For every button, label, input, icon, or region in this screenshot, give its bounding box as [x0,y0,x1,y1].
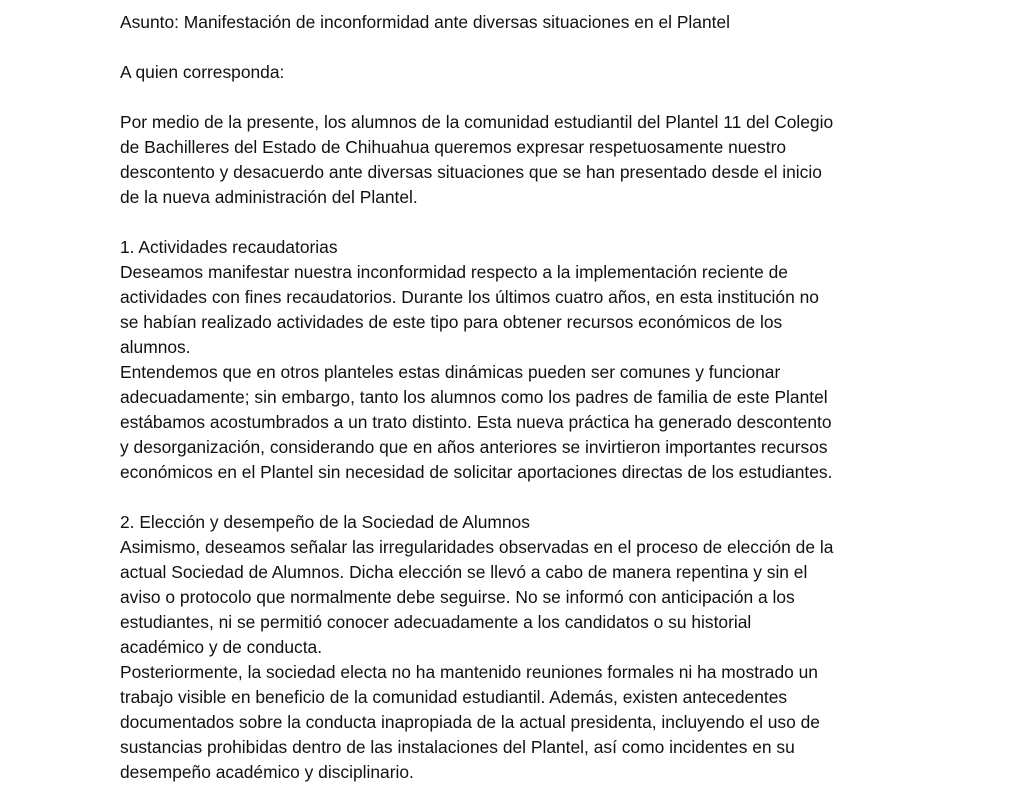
section-1-line: alumnos. [120,337,191,357]
section-2-line: aviso o protocolo que normalmente debe seguirse. No se informó con anticipación a los [120,587,795,607]
section-1-line: estábamos acostumbrados a un trato distinto. Esta nueva práctica ha generado descontento [120,412,832,432]
salutation: A quien corresponda: [120,62,285,82]
section-2-line: desempeño académico y disciplinario. [120,762,414,782]
blank-line [120,35,1000,60]
letter-document [120,10,1000,785]
section-1-line: Entendemos que en otros planteles estas dinámicas pueden ser comunes y funcionar [120,362,781,382]
section-2-line: Asimismo, deseamos señalar las irregularidades observadas en el proceso de elección de la [120,537,834,557]
section-1-line: económicos en el Plantel sin necesidad de solicitar aportaciones directas de los estudiantes. [120,462,833,482]
section-2 [120,510,1000,785]
intro-line: de Bachilleres del Estado de Chihuahua queremos expresar respetuosamente nuestro [120,137,787,157]
section-2-line: documentados sobre la conducta inapropiada de la actual presidenta, incluyendo el uso de [120,712,820,732]
blank-line [120,210,1000,235]
intro-line: de la nueva administración del Plantel. [120,187,418,207]
section-1-line: actividades con fines recaudatorios. Durante los últimos cuatro años, en esta institución no [120,287,819,307]
section-2-line: Posteriormente, la sociedad electa no ha mantenido reuniones formales ni ha mostrado un [120,662,818,682]
subject-line: Asunto: Manifestación de inconformidad ante diversas situaciones en el Plantel [120,12,730,32]
intro-line: descontento y desacuerdo ante diversas situaciones que se han presentado desde el inicio [120,162,822,182]
intro-line: Por medio de la presente, los alumnos de la comunidad estudiantil del Plantel 11 del Colegio [120,112,834,132]
section-1-heading: 1. Actividades recaudatorias [120,237,338,257]
section-1-line: Deseamos manifestar nuestra inconformidad respecto a la implementación reciente de [120,262,788,282]
blank-line [120,85,1000,110]
section-2-line: trabajo visible en beneficio de la comunidad estudiantil. Además, existen antecedentes [120,687,788,707]
section-1-line: y desorganización, considerando que en años anteriores se invirtieron importantes recursos [120,437,828,457]
section-1 [120,235,1000,485]
intro-paragraph [120,110,1000,210]
section-1-line: adecuadamente; sin embargo, tanto los alumnos como los padres de familia de este Plantel [120,387,828,407]
section-2-line: estudiantes, ni se permitió conocer adecuadamente a los candidatos o su historial [120,612,752,632]
section-2-line: sustancias prohibidas dentro de las instalaciones del Plantel, así como incidentes en su [120,737,795,757]
blank-line [120,485,1000,510]
section-2-heading: 2. Elección y desempeño de la Sociedad de Alumnos [120,512,530,532]
section-2-line: actual Sociedad de Alumnos. Dicha elección se llevó a cabo de manera repentina y sin el [120,562,808,582]
section-2-line: académico y de conducta. [120,637,323,657]
section-1-line: se habían realizado actividades de este tipo para obtener recursos económicos de los [120,312,783,332]
